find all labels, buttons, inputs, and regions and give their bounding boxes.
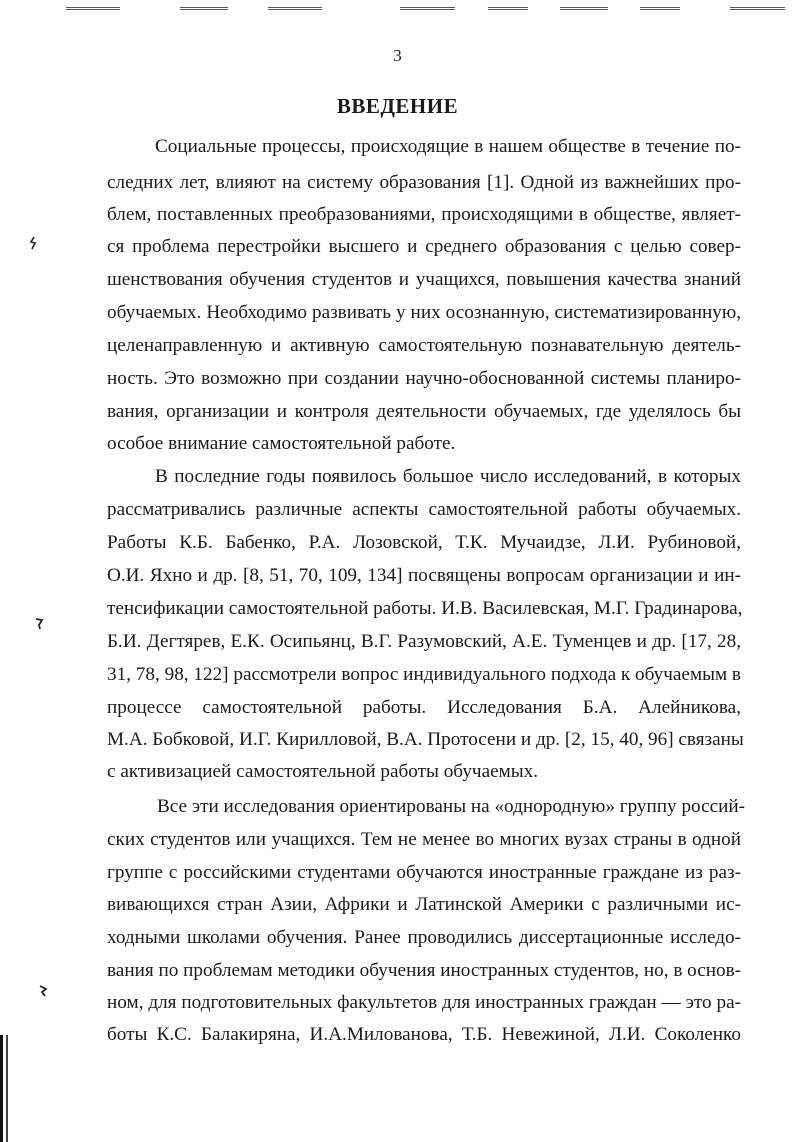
text-line: ских студентов или учащихся. Тем не менее во многих вузах страны в одной [107,829,741,850]
text-line: ность. Это возможно при создании научно-обоснованной системы планиро- [107,368,741,389]
text-line: вивающихся стран Азии, Африки и Латинской Америки с различными ис- [107,894,741,915]
text-line: целенаправленную и активную самостоятельную познавательную деятель- [107,335,741,356]
text-line: ном, для подготовительных факультетов для иностранных граждан — это ра- [107,992,741,1013]
text-line: М.А. Бобковой, И.Г. Кирилловой, В.А. Протосени и др. [2, 15, 40, 96] связаны [107,729,744,750]
text-line: ся проблема перестройки высшего и среднего образования с целью совер- [107,236,741,257]
text-line: с активизацией самостоятельной работы обучаемых. [107,761,539,782]
text-line: Все эти исследования ориентированы на «однородную» группу россий- [157,796,746,817]
page-title: ВВЕДЕНИЕ [336,94,459,118]
page-number: 3 [393,46,402,65]
text-line: вания, организации и контроля деятельности обучаемых, где уделялось бы [107,401,741,422]
text-line: 31, 78, 98, 122] рассмотрели вопрос индивидуального подхода к обучаемым в [107,664,741,685]
text-line: В последние годы появилось большое число исследований, в которых [155,466,741,487]
text-line: обучаемых. Необходимо развивать у них осознанную, систематизированную, [107,302,741,323]
text-line: блем, поставленных преобразованиями, происходящими в обществе, являет- [107,204,741,225]
scan-speck [38,984,48,998]
text-line: Социальные процессы, происходящие в нашем обществе в течение по- [155,136,741,157]
text-line: ходными школами обучения. Ранее проводились диссертационные исследо- [107,927,741,948]
text-line: следних лет, влияют на систему образования [1]. Одной из важнейших про- [107,172,741,193]
scan-top-marks [0,0,795,14]
text-line: процессе самостоятельной работы. Исследования Б.А. Алейникова, [107,697,741,718]
text-line: вания по проблемам методики обучения иностранных студентов, но, в основ- [107,960,742,981]
scan-speck [28,236,38,250]
text-line: шенствования обучения студентов и учащихся, повышения качества знаний [107,269,741,290]
text-line: тенсификации самостоятельной работы. И.В. Василевская, М.Г. Градинарова, [107,598,743,619]
text-line: Б.И. Дегтярев, Е.К. Осипьянц, В.Г. Разумовский, А.Е. Туменцев и др. [17, 28, [107,631,741,652]
text-line: О.И. Яхно и др. [8, 51, 70, 109, 134] посвящены вопросам организации и ин- [107,565,741,586]
text-line: Работы К.Б. Бабенко, Р.А. Лозовской, Т.К. Мучаидзе, Л.И. Рубиновой, [107,532,741,553]
text-line: рассматривались различные аспекты самостоятельной работы обучаемых. [107,499,741,520]
text-line: группе с российскими студентами обучаются иностранные граждане из раз- [107,862,741,883]
scan-left-edge [0,1035,10,1142]
scan-speck [34,616,44,630]
text-line: боты К.С. Балакиряна, И.А.Милованова, Т.Б. Невежиной, Л.И. Соколенко [107,1024,741,1045]
text-line: особое внимание самостоятельной работе. [107,433,456,454]
